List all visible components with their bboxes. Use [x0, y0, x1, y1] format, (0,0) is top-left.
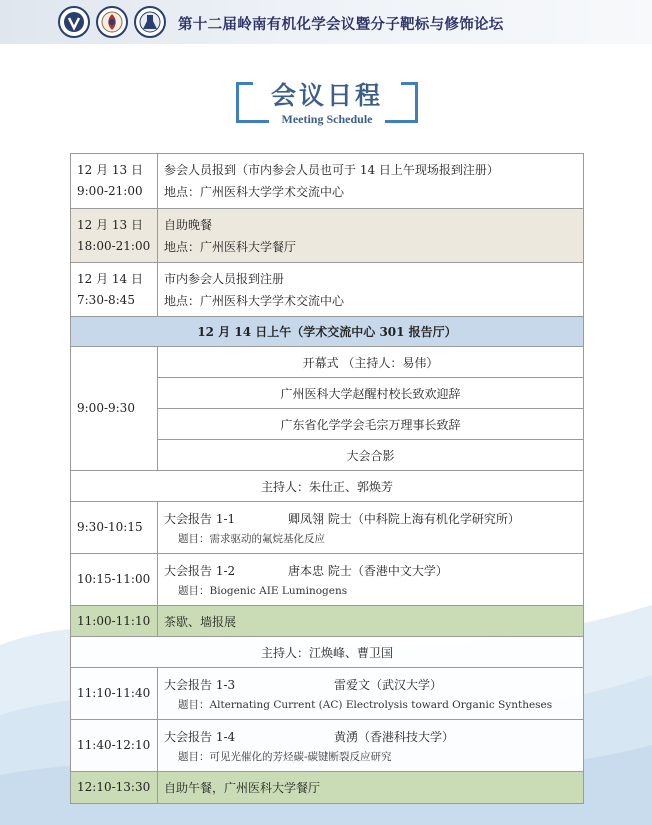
host-row: [71, 637, 584, 668]
opening-item: 开幕式 （主持人：易伟）: [158, 347, 584, 378]
talk-speaker: 雷爱文（武汉大学）: [334, 677, 443, 692]
opening-row: [71, 347, 584, 378]
event-location: 地点：广州医科大学学术交流中心: [164, 293, 345, 308]
talk-topic: 题目：Alternating Current (AC) Electrolysis toward Organic Syntheses: [178, 698, 553, 711]
talk-label: 大会报告 1-1: [164, 511, 236, 526]
page-title: 会议日程: [270, 81, 383, 110]
opening-item: 广东省化学学会毛宗万理事长致辞: [158, 409, 584, 440]
time-cell: 18:00-21:00: [77, 238, 151, 253]
talk-topic: 题目：可见光催化的芳烃碳-碳键断裂反应研究: [178, 750, 392, 763]
time-cell: 11:40-12:10: [71, 720, 158, 772]
time-cell: 9:00-21:00: [77, 184, 143, 198]
university-crest-icon: [96, 6, 128, 38]
talk-label: 大会报告 1-3: [164, 677, 236, 692]
page-subtitle: Meeting Schedule: [281, 112, 373, 126]
opening-item: 广州医科大学赵醒村校长致欢迎辞: [158, 378, 584, 409]
talk-topic: 题目：需求驱动的氟烷基化反应: [178, 532, 325, 545]
lunch-row: [71, 772, 584, 804]
university-seal-icon: [58, 6, 90, 38]
event-title: 自助晚餐: [164, 217, 213, 232]
date-cell: 12 月 14 日: [77, 271, 143, 286]
session-header-row: [71, 317, 584, 347]
host-row: [71, 471, 584, 502]
event-location: 地点：广州医科大学学术交流中心: [164, 185, 345, 199]
time-cell: 7:30-8:45: [77, 292, 135, 307]
break-text: 茶歇、墙报展: [158, 606, 584, 637]
opening-item: 大会合影: [158, 440, 584, 471]
talk-row: [71, 668, 584, 720]
header-bar: [0, 0, 652, 44]
event-location: 地点：广州医科大学餐厅: [164, 239, 297, 254]
talk-row: [71, 502, 584, 554]
time-cell: 10:15-11:00: [71, 554, 158, 606]
event-title: 市内参会人员报到注册: [164, 271, 285, 286]
schedule-row: [71, 154, 584, 209]
host-text: 主持人：江焕峰、曹卫国: [71, 637, 584, 668]
talk-topic: 题目：Biogenic AIE Luminogens: [178, 584, 348, 597]
time-cell: 9:00-9:30: [71, 347, 158, 471]
time-cell: 12:10-13:30: [71, 772, 158, 804]
break-row: [71, 606, 584, 637]
time-cell: 9:30-10:15: [71, 502, 158, 554]
page-title-block: [236, 72, 418, 128]
time-cell: 11:10-11:40: [71, 668, 158, 720]
talk-label: 大会报告 1-4: [164, 729, 236, 744]
time-cell: 11:00-11:10: [71, 606, 158, 637]
lunch-text: 自助午餐，广州医科大学餐厅: [158, 772, 584, 804]
talk-speaker: 卿凤翎 院士（中科院上海有机化学研究所）: [288, 511, 520, 526]
event-title: 参会人员报到（市内参会人员也可于 14 日上午现场报到注册）: [164, 163, 499, 177]
talk-speaker: 唐本忠 院士（香港中文大学）: [288, 563, 448, 578]
session-header: 12 月 14 日上午（学术交流中心 301 报告厅）: [71, 317, 584, 347]
chemistry-society-icon: [134, 6, 166, 38]
schedule-row: [71, 209, 584, 263]
talk-row: [71, 554, 584, 606]
talk-row: [71, 720, 584, 772]
date-cell: 12 月 13 日: [77, 163, 143, 177]
talk-label: 大会报告 1-2: [164, 563, 236, 578]
conference-title: 第十二届岭南有机化学会议暨分子靶标与修饰论坛: [178, 17, 504, 33]
schedule-row: [71, 263, 584, 317]
date-cell: 12 月 13 日: [77, 217, 143, 232]
schedule-table: [70, 153, 584, 804]
talk-speaker: 黄湧（香港科技大学）: [334, 729, 455, 744]
host-text: 主持人：朱仕正、郭焕芳: [71, 471, 584, 502]
